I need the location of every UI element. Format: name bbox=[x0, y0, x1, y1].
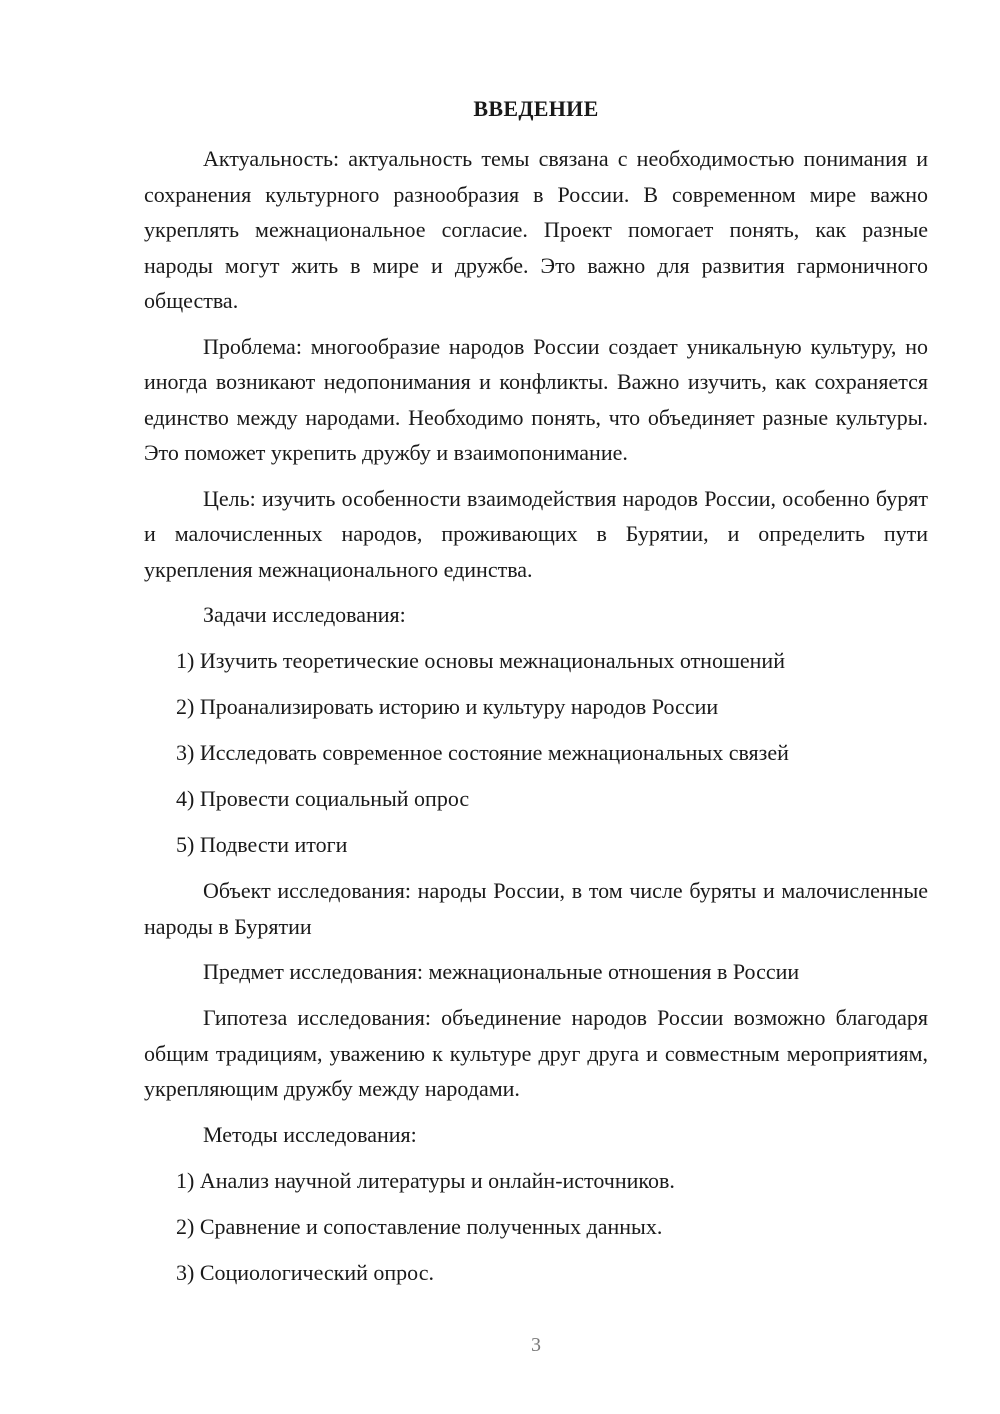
list-item: 3) Социологический опрос. bbox=[176, 1259, 434, 1285]
problem-paragraph: Проблема: многообразие народов России создает уникальную культуру, но иногда возникают недопонимания и конфликты. Важно изучить, как сохраняется единство между народами. Необходимо понять, что объединяет разные культуры. Это поможет укрепить дружбу и взаимопонимание. bbox=[144, 333, 928, 465]
object-paragraph: Объект исследования: народы России, в том числе буряты и малочисленные народы в Бурятии bbox=[144, 878, 928, 939]
tasks-heading: Задачи исследования: bbox=[203, 602, 406, 627]
list-item: 1) Анализ научной литературы и онлайн-источников. bbox=[176, 1167, 675, 1193]
tasks-list bbox=[144, 643, 928, 863]
hypothesis-paragraph: Гипотеза исследования: объединение народов России возможно благодаря общим традициям, уважению к культуре друг друга и совместным мероприятиям, укрепляющим дружбу между народами. bbox=[144, 1005, 928, 1101]
methods-heading: Методы исследования: bbox=[203, 1121, 417, 1147]
list-item: 4) Провести социальный опрос bbox=[176, 786, 470, 811]
list-item: 2) Проанализировать историю и культуру народов России bbox=[176, 694, 719, 719]
list-item: 5) Подвести итоги bbox=[176, 832, 348, 857]
subject-paragraph: Предмет исследования: межнациональные отношения в России bbox=[203, 959, 800, 984]
document-body bbox=[144, 141, 928, 1301]
methods-list bbox=[144, 1163, 928, 1291]
page-title: ВВЕДЕНИЕ bbox=[473, 96, 599, 121]
list-item: 2) Сравнение и сопоставление полученных данных. bbox=[176, 1213, 663, 1239]
page-number: 3 bbox=[531, 1334, 541, 1356]
relevance-paragraph: Актуальность: актуальность темы связана с необходимостью понимания и сохранения культурного разнообразия в России. В современном мире важно укреплять межнациональное согласие. Проект помогает понять, как разные народы могут жить в мире и дружбе. Это важно для развития гармоничного общества. bbox=[144, 146, 928, 313]
goal-paragraph: Цель: изучить особенности взаимодействия народов России, особенно бурят и малочисленных народов, проживающих в Бурятии, и определить пути укрепления межнационального единства. bbox=[144, 485, 928, 582]
list-item: 1) Изучить теоретические основы межнациональных отношений bbox=[176, 648, 785, 673]
list-item: 3) Исследовать современное состояние межнациональных связей bbox=[176, 740, 789, 765]
